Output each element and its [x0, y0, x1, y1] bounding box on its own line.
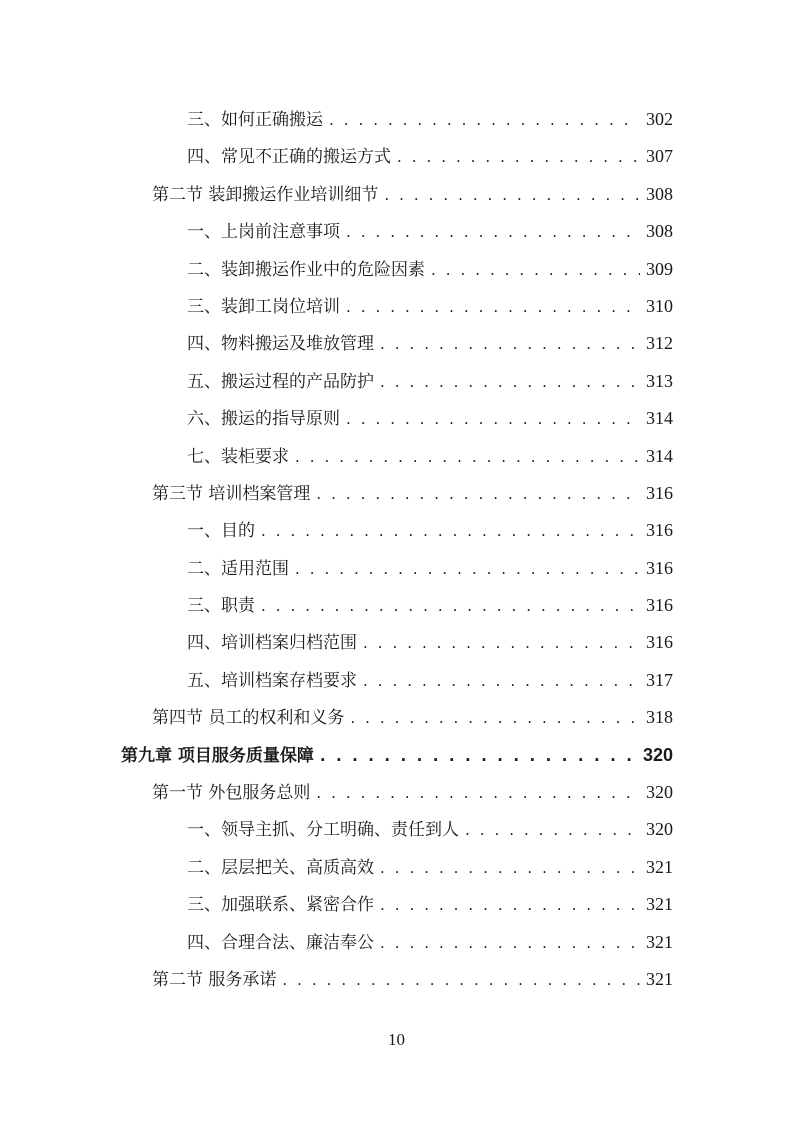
toc-entry-title: 第一节 外包服务总则 [152, 783, 311, 804]
toc-entry-line [152, 699, 673, 737]
toc-subsection-entry[interactable] [0, 886, 793, 923]
toc-entry-page: 309 [646, 258, 673, 279]
toc-entry-title: 四、常见不正确的搬运方式 [187, 147, 391, 168]
toc-leader-dots [350, 700, 640, 737]
toc-entry-title: 四、培训档案归档范围 [187, 633, 357, 654]
toc-section-entry[interactable] [0, 961, 793, 998]
toc-entry-title: 二、适用范围 [187, 558, 289, 579]
toc-entry-page: 317 [646, 669, 673, 690]
toc-entry-page: 320 [642, 744, 673, 765]
toc-entry-title: 一、上岗前注意事项 [187, 222, 340, 243]
toc-section-entry[interactable] [0, 475, 793, 512]
toc-entry-line [152, 176, 673, 214]
toc-subsection-entry[interactable] [0, 587, 793, 624]
toc-section-entry[interactable] [0, 774, 793, 811]
toc-leader-dots [295, 439, 640, 476]
toc-entry-page: 308 [646, 183, 673, 204]
toc-chapter-entry[interactable] [0, 737, 793, 774]
toc-entry-title: 第三节 培训档案管理 [152, 483, 311, 504]
toc-entry-line [187, 512, 673, 550]
toc-entry-page: 308 [646, 221, 673, 242]
toc-entry-page: 310 [646, 295, 673, 316]
toc-entry-page: 321 [646, 931, 673, 952]
toc-entry-page: 320 [646, 782, 673, 803]
toc-leader-dots [346, 214, 640, 251]
toc-entry-title: 四、合理合法、廉洁奉公 [187, 932, 374, 953]
toc-entry-line [187, 849, 673, 887]
toc-entry-page: 316 [646, 595, 673, 616]
toc-leader-dots [431, 252, 640, 289]
toc-leader-dots [282, 962, 640, 999]
toc-leader-dots [380, 326, 640, 363]
toc-entry-line [187, 213, 673, 251]
toc-entry-line [187, 251, 673, 289]
toc-entry-page: 321 [646, 856, 673, 877]
toc-entry-title: 三、装卸工岗位培训 [187, 296, 340, 317]
toc-entry-line [152, 475, 673, 513]
toc-entry-page: 316 [646, 520, 673, 541]
toc-entry-title: 二、装卸搬运作业中的危险因素 [187, 259, 425, 280]
toc-entry-line [121, 737, 673, 775]
toc-entry-title: 二、层层把关、高质高效 [187, 857, 374, 878]
toc-subsection-entry[interactable] [0, 251, 793, 288]
toc-entry-page: 321 [646, 968, 673, 989]
toc-subsection-entry[interactable] [0, 363, 793, 400]
toc-entry-page: 307 [646, 146, 673, 167]
toc-entry-title: 一、目的 [187, 521, 255, 542]
toc-leader-dots [380, 850, 640, 887]
toc-entry-line [187, 101, 673, 139]
toc-entry-line [187, 624, 673, 662]
toc-entry-line [187, 325, 673, 363]
toc-entry-title: 四、物料搬运及堆放管理 [187, 334, 374, 355]
toc-entry-line [187, 587, 673, 625]
toc-leader-dots [397, 139, 640, 176]
toc-subsection-entry[interactable] [0, 288, 793, 325]
toc-entry-line [187, 138, 673, 176]
toc-subsection-entry[interactable] [0, 438, 793, 475]
toc-entry-title: 七、装柜要求 [187, 446, 289, 467]
toc-entry-line [187, 550, 673, 588]
toc-entry-line [187, 662, 673, 700]
toc-entry-page: 314 [646, 445, 673, 466]
toc-entry-title: 第二节 装卸搬运作业培训细节 [152, 184, 379, 205]
toc-entry-title: 五、培训档案存档要求 [187, 670, 357, 691]
toc-entry-page: 316 [646, 482, 673, 503]
toc-subsection-entry[interactable] [0, 624, 793, 661]
toc-leader-dots [363, 663, 640, 700]
toc-entry-title: 三、加强联系、紧密合作 [187, 895, 374, 916]
toc-section-entry[interactable] [0, 176, 793, 213]
toc-subsection-entry[interactable] [0, 138, 793, 175]
toc-entry-page: 302 [646, 109, 673, 129]
toc-entry-page: 316 [646, 632, 673, 653]
toc-subsection-entry[interactable] [0, 550, 793, 587]
toc-entry-title: 第二节 服务承诺 [152, 969, 277, 990]
table-of-contents [0, 101, 793, 998]
toc-entry-line [187, 288, 673, 326]
toc-leader-dots [295, 551, 640, 588]
toc-subsection-entry[interactable] [0, 849, 793, 886]
toc-leader-dots [363, 625, 640, 662]
toc-entry-page: 318 [646, 707, 673, 728]
toc-subsection-entry[interactable] [0, 512, 793, 549]
toc-entry-title: 第四节 员工的权利和义务 [152, 708, 345, 729]
toc-leader-dots [380, 364, 640, 401]
toc-leader-dots [346, 401, 640, 438]
toc-subsection-entry[interactable] [0, 325, 793, 362]
toc-entry-page: 321 [646, 894, 673, 915]
toc-entry-title: 三、如何正确搬运 [187, 110, 323, 130]
toc-entry-line [187, 363, 673, 401]
toc-entry-page: 313 [646, 370, 673, 391]
toc-entry-title: 五、搬运过程的产品防护 [187, 371, 374, 392]
toc-leader-dots [384, 177, 640, 214]
toc-entry-line [152, 774, 673, 812]
toc-leader-dots [320, 738, 637, 775]
toc-leader-dots [380, 925, 640, 962]
toc-subsection-entry[interactable] [0, 101, 793, 138]
toc-entry-title: 第九章 项目服务质量保障 [121, 745, 314, 766]
toc-entry-title: 一、领导主抓、分工明确、责任到人 [187, 820, 459, 841]
toc-leader-dots [261, 588, 640, 625]
toc-subsection-entry[interactable] [0, 213, 793, 250]
toc-subsection-entry[interactable] [0, 811, 793, 848]
toc-entry-line [187, 924, 673, 962]
toc-leader-dots [261, 513, 640, 550]
toc-entry-line [187, 811, 673, 849]
toc-subsection-entry[interactable] [0, 924, 793, 961]
toc-leader-dots [316, 775, 640, 812]
toc-entry-line [187, 886, 673, 924]
toc-entry-page: 316 [646, 557, 673, 578]
toc-entry-page: 314 [646, 408, 673, 429]
toc-entry-line [187, 400, 673, 438]
toc-subsection-entry[interactable] [0, 662, 793, 699]
toc-section-entry[interactable] [0, 699, 793, 736]
toc-leader-dots [329, 102, 640, 139]
toc-entry-line [187, 438, 673, 476]
toc-entry-title: 六、搬运的指导原则 [187, 409, 340, 430]
toc-entry-line [152, 961, 673, 999]
toc-subsection-entry[interactable] [0, 400, 793, 437]
page-number: 10 [388, 1030, 405, 1049]
toc-entry-page: 312 [646, 333, 673, 354]
toc-leader-dots [346, 289, 640, 326]
toc-entry-page: 320 [646, 819, 673, 840]
toc-leader-dots [316, 476, 640, 513]
toc-entry-title: 三、职责 [187, 596, 255, 617]
toc-leader-dots [380, 887, 640, 924]
toc-leader-dots [465, 812, 640, 849]
